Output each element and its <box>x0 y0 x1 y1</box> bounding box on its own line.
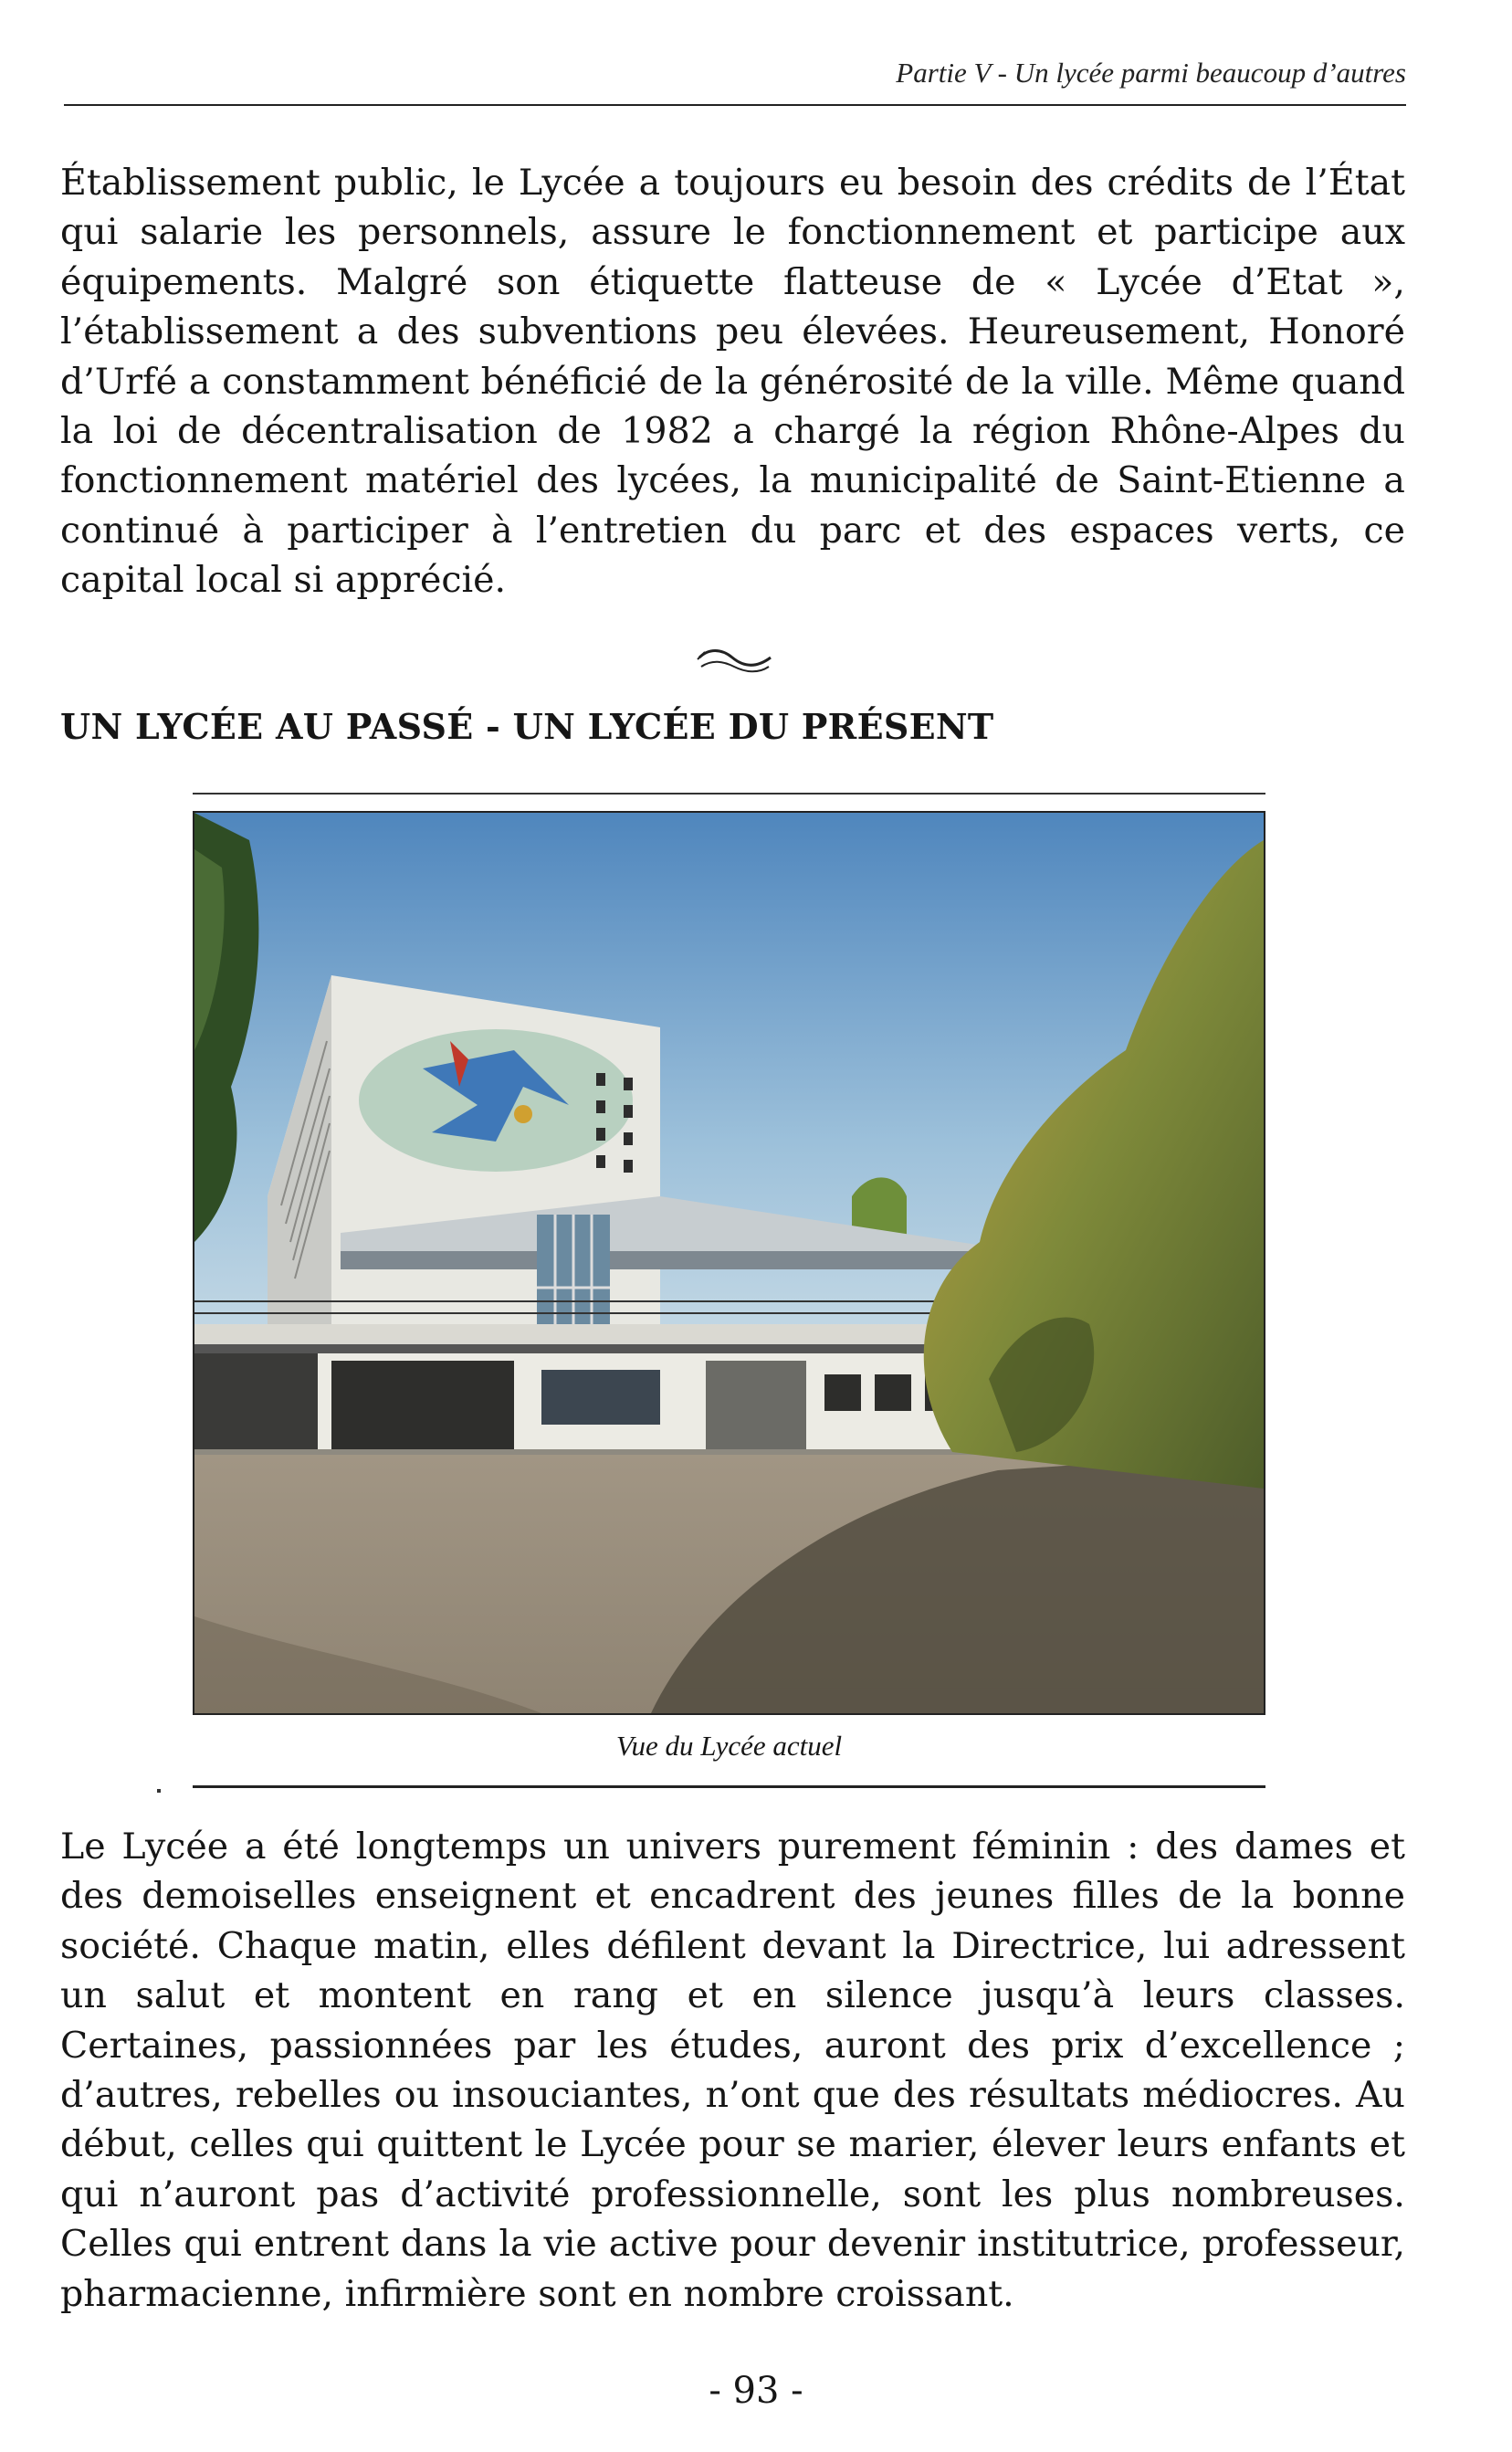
header-divider <box>64 104 1406 106</box>
intro-paragraph: Établissement public, le Lycée a toujours eu besoin des crédits de l’État qui salarie les personnels, assure le fonctionnement et participe aux équipements. Malgré son étiquette flatteuse de « Lycée d’Etat », l’établissement a des subventions peu élevées. Heureusement, Honoré d’Urfé a constamment bénéficié de la générosité de la ville. Même quand la loi de décentralisation de 1982 a chargé la région Rhône-Alpes du fonctionnement matériel des lycées, la municipalité de Saint-Etienne a continué à participer à l’entretien du parc et des espaces verts, ce capital local si apprécié. <box>60 162 1405 602</box>
figure-top-rule <box>193 793 1265 795</box>
lycee-photo <box>193 811 1265 1715</box>
print-speck <box>157 1789 161 1793</box>
figure-bottom-rule <box>193 1785 1265 1788</box>
figure-caption: Vue du Lycée actuel <box>615 1730 843 1762</box>
body-paragraph: Le Lycée a été longtemps un univers purement féminin : des dames et des demoiselles enseignent et encadrent des jeunes filles de la bonne société. Chaque matin, elles défilent devant la Directrice, lui adressent un salut et montent en rang et en silence jusqu’à leurs classes. Certaines, passionnées par les études, auront des prix d’excellence ; d’autres, rebelles ou insouciantes, n’ont que des résultats médiocres. Au début, celles qui quittent le Lycée pour se marier, élever leurs enfants et qui n’auront pas d’activité professionnelle, sont les plus nombreuses. Celles qui entrent dans la vie active pour devenir institutrice, professeur, pharmacienne, infirmière sont en nombre croissant. <box>60 1826 1405 2315</box>
page-number: - 93 - <box>709 2370 803 2412</box>
tilde-ornament <box>694 639 776 683</box>
running-header: Partie V - Un lycée parmi beaucoup d’autres <box>896 57 1406 89</box>
section-title: UN LYCÉE AU PASSÉ - UN LYCÉE DU PRÉSENT <box>60 706 994 747</box>
